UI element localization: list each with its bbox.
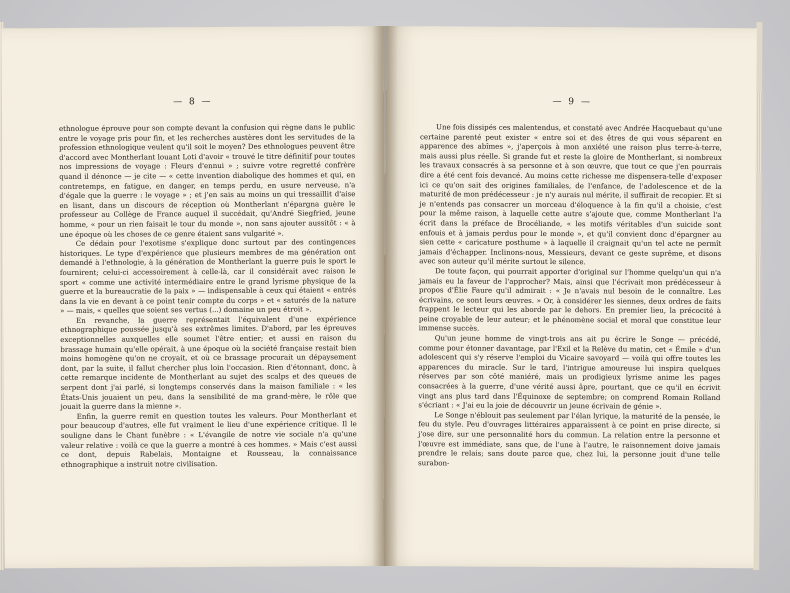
paragraph: Ce dédain pour l'exotisme s'explique donc surtout par des contingences historiques. Le type d'expérience que plusieurs membres de ma génération ont demandé à l'ethnologie, à la génération de Montherlant la guerre puis le sport le fournirent; celui-ci accessoirement à celle-là, car il considérait avec raison le sport « comme une activité intermédiaire entre le grand lyrisme physique de la guerre et la bureaucratie de la paix » — indispensable à ceux qui étaient « entrés dans la vie en devant à ce point tenir compte du corps » et « saturés de la nature » — mais, « quelles que soient ses vertus (...) domaine un peu étroit ». [59,237,357,316]
paragraph: Une fois dissipés ces malentendus, et constaté avec Andrée Hacquebaut qu'une certaine parenté peut exister « entre soi et des êtres de qui vous séparent en apparence des abîmes », j'aperçois à mon anxiété une raison plus terre-à-terre, mais aussi plus réelle. Si grande fut et reste la gloire de Montherlant, si nombreux les travaux consacrés à sa personne et à son œuvre, que tout ce que j'en pourrais dire a été cent fois devancé. Au moins cette richesse me dispensera-telle d'exposer ici ce qu'on sait des origines familiales, de l'enfance, de l'adolescence et de la maturité de mon prédécesseur : je n'y aurais nul mérite, il suffirait de recopier. Et si je n'entends pas consacrer un morceau d'éloquence à la fin qu'il a choisie, c'est pour la même raison, à laquelle cette autre s'ajoute que, comme Montherlant l'a écrit dans la préface de Brocéliande, « les motifs véritables d'un suicide sont enfouis et à jamais perdus pour le monde », et qu'il convient donc d'épargner au sien cette « caricature posthume » à laquelle il craignait qu'un tel acte ne permît jamais d'échapper. Inclinons-nous, Messieurs, devant ce geste suprême, et disons avec son auteur qu'il mérite surtout le silence. [419,122,723,267]
paragraph: De toute façon, qui pourrait apporter d'original sur l'homme quelqu'un qui n'a jamais eu la faveur de l'approcher? Mais, ainsi que l'écrivait mon prédécesseur à propos d'Élie Faure qu'il admirait : « Je n'avais nul besoin de le connaître. Les écrivains, ce sont leurs œuvres. » Or, à considérer les siennes, deux ordres de faits frappent le lecteur qui les aborde par le dehors. En premier lieu, la précocité à peine croyable de leur auteur; et le phénomène social et moral que constitue leur immense succès. [418,266,722,334]
paragraph: ethnologue éprouve pour son compte devant la confusion qui règne dans le public entre le voyage pris pour fin, et les recherches austères dont les servitudes de la profession ethnologique veulent qu'il soit le moyen? Des ethnologues peuvent être d'accord avec Montherlant louant Loti d'avoir « trouvé le titre définitif pour toutes nos impressions de voyage : Fleurs d'ennui » ; suivre votre regretté confrère quand il dénonce — je cite — « cette invention diabolique des hommes et qui, en contretemps, en fatigue, en danger, en temps perdu, en usure nerveuse, n'a d'égale que la guerre : le voyage » ; et j'en sais au moins un qui tressaillit d'aise en lisant, dans un discours de réception où Montherlant n'épargna guère le professeur au Collège de France auquel il succédait, qu'André Siegfried, jeune homme, « pour un rien faisait le tour du monde », non sans ajouter aussitôt : « à une époque où les choses de ce genre étaient sans vulgarité ». [58,122,356,239]
right-page [383,26,758,568]
page-number-right: — 9 — [552,97,592,108]
left-page [1,26,386,568]
page-number-left: — 8 — [173,97,213,108]
right-page-text [418,122,722,469]
paragraph: Le Songe n'éblouit pas seulement par l'élan lyrique, la maturité de la pensée, le feu du style. Peu d'ouvrages littéraires apparaissent à ce point en prise directe, si j'ose dire, sur une personnalité hors du commun. La relation entre la personne et l'œuvre est immédiate, sans que, de l'une à l'autre, le raisonnement doive jamais prendre le relais; sans doute parce que, chez lui, la personne jouit d'une telle surabon- [417,410,721,468]
paragraph: Qu'un jeune homme de vingt-trois ans ait pu écrire le Songe — précédé, comme pour étonner davantage, par l'Exil et la Relève du matin, cet « Émile » d'un adolescent qui s'y réserve l'emploi du Vicaire savoyard — voilà qui offre toutes les apparences du miracle. Sur le tard, l'intrigue amoureuse lui inspira quelques réserves par son côté maniéré, mais un prodigieux lyrisme anime les pages consacrées à la guerre, d'une vérité aussi âpre, pourtant, que ce qu'il en écrivit vingt ans plus tard dans l'Équinoxe de septembre; on comprend Romain Rolland s'écriant : « J'ai eu la joie de découvrir un jeune écrivain de génie ». [418,333,721,411]
paragraph: En revanche, la guerre représentait l'équivalent d'une expérience ethnographique poussée jusqu'à ses extrêmes limites. D'abord, par les épreuves exceptionnelles auxquelles elle soumet l'être entier; et aussi en raison du brassage humain qu'elle opérait, à une époque où la société française restait bien moins homogène qu'on ne croyait, et où ce brassage procurait un dépaysement dont, par la suite, il fallut chercher plus loin l'occasion. Rien d'étonnant, donc, à cette remarque incidente de Montherlant au sujet des scalps et des queues de serpent dont j'ai parlé, si longtemps conservés dans la maison familiale : « les États-Unis jouaient un peu, dans la sensibilité de ma grand-mère, le rôle que jouait la guerre dans la mienne ». [60,314,357,412]
left-page-text [59,122,357,469]
paragraph: Enfin, la guerre remit en question toutes les valeurs. Pour Montherlant et pour beaucoup d'autres, elle fut vraiment le lieu d'une expérience critique. Il le souligne dans le Chant funèbre : « L'évangile de notre vie sociale n'a qu'une valeur relative : voilà ce que la guerre a montré à ces hommes. » Mais c'est aussi ce dont, depuis Rabelais, Montaigne et Rousseau, la connaissance ethnographique a instruit notre civilisation. [60,409,357,469]
